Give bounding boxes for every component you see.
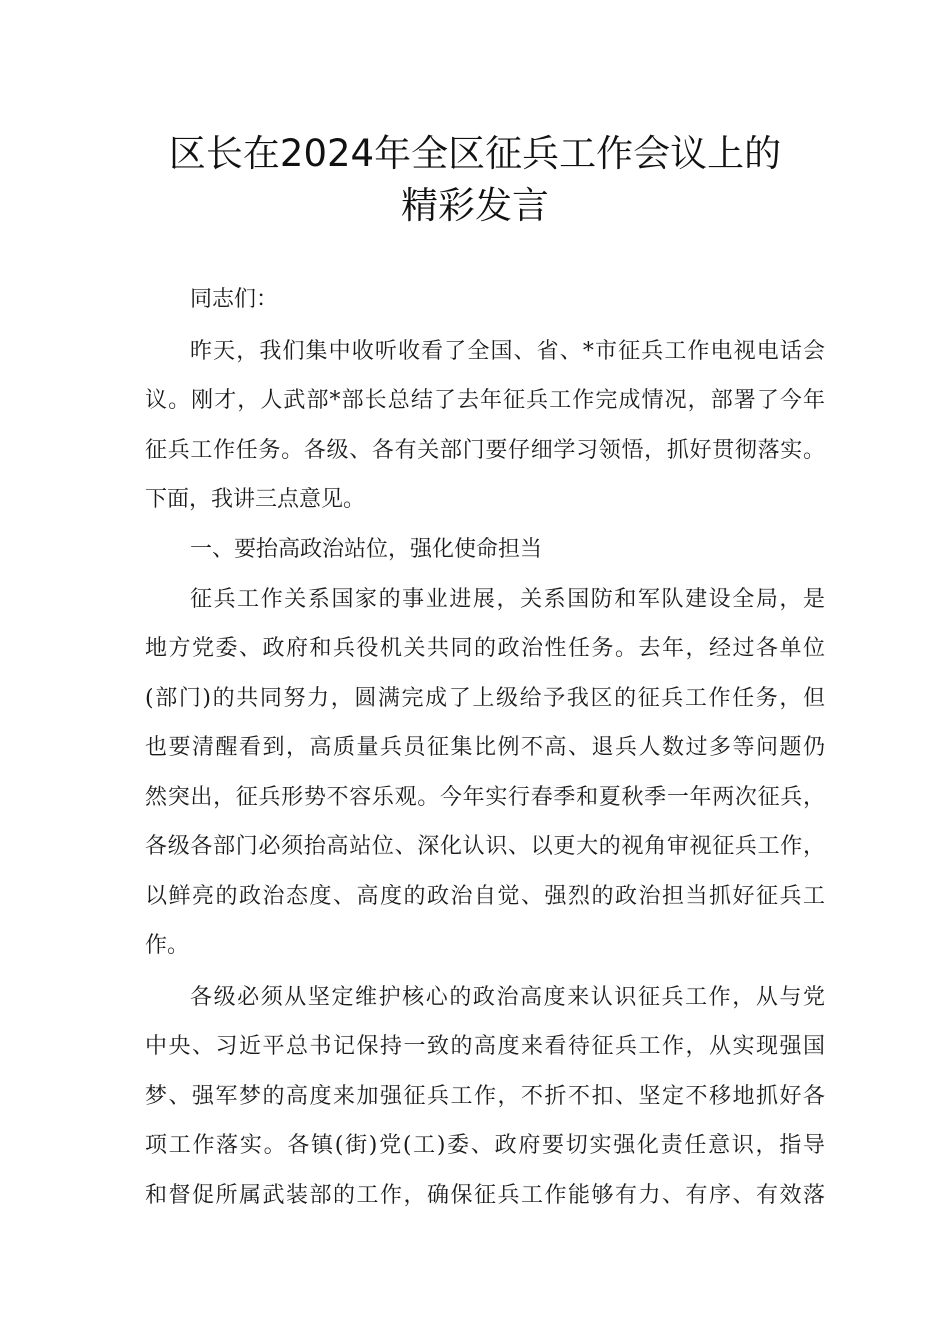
body-line: 地方党委、政府和兵役机关共同的政治性任务。去年，经过各单位 — [145, 636, 825, 661]
section-heading: 一、要抬高政治站位，强化使命担当 — [190, 537, 543, 562]
body-line: (部门)的共同努力，圆满完成了上级给予我区的征兵工作任务，但 — [145, 686, 825, 711]
body-line: 各级各部门必须抬高站位、深化认识、以更大的视角审视征兵工作， — [145, 834, 825, 859]
body-line: 昨天，我们集中收听收看了全国、省、*市征兵工作电视电话会 — [190, 339, 825, 364]
body-line: 各级必须从坚定维护核心的政治高度来认识征兵工作，从与党 — [190, 985, 825, 1010]
body-line: 中央、习近平总书记保持一致的高度来看待征兵工作，从实现强国 — [145, 1034, 825, 1059]
body-line: 征兵工作关系国家的事业进展，关系国防和军队建设全局，是 — [190, 587, 825, 612]
body-line: 以鲜亮的政治态度、高度的政治自觉、强烈的政治担当抓好征兵工 — [145, 884, 825, 909]
body-line: 下面，我讲三点意见。 — [145, 487, 366, 512]
body-line: 和督促所属武装部的工作，确保征兵工作能够有力、有序、有效落 — [145, 1183, 825, 1208]
body-line: 征兵工作任务。各级、各有关部门要仔细学习领悟，抓好贯彻落实。 — [145, 438, 825, 463]
body-line: 然突出，征兵形势不容乐观。今年实行春季和夏秋季一年两次征兵， — [145, 785, 825, 810]
salutation: 同志们： — [190, 287, 279, 312]
document-title-line-2: 精彩发言 — [401, 184, 549, 227]
body-line: 议。刚才，人武部*部长总结了去年征兵工作完成情况，部署了今年 — [145, 388, 825, 413]
document-title-line-1: 区长在2024年全区征兵工作会议上的 — [168, 132, 782, 175]
body-line: 项工作落实。各镇(街)党(工)委、政府要切实强化责任意识，指导 — [145, 1133, 825, 1158]
body-line: 作。 — [145, 933, 190, 958]
body-line: 也要清醒看到，高质量兵员征集比例不高、退兵人数过多等问题仍 — [145, 735, 825, 760]
body-line: 梦、强军梦的高度来加强征兵工作，不折不扣、坚定不移地抓好各 — [145, 1084, 825, 1109]
